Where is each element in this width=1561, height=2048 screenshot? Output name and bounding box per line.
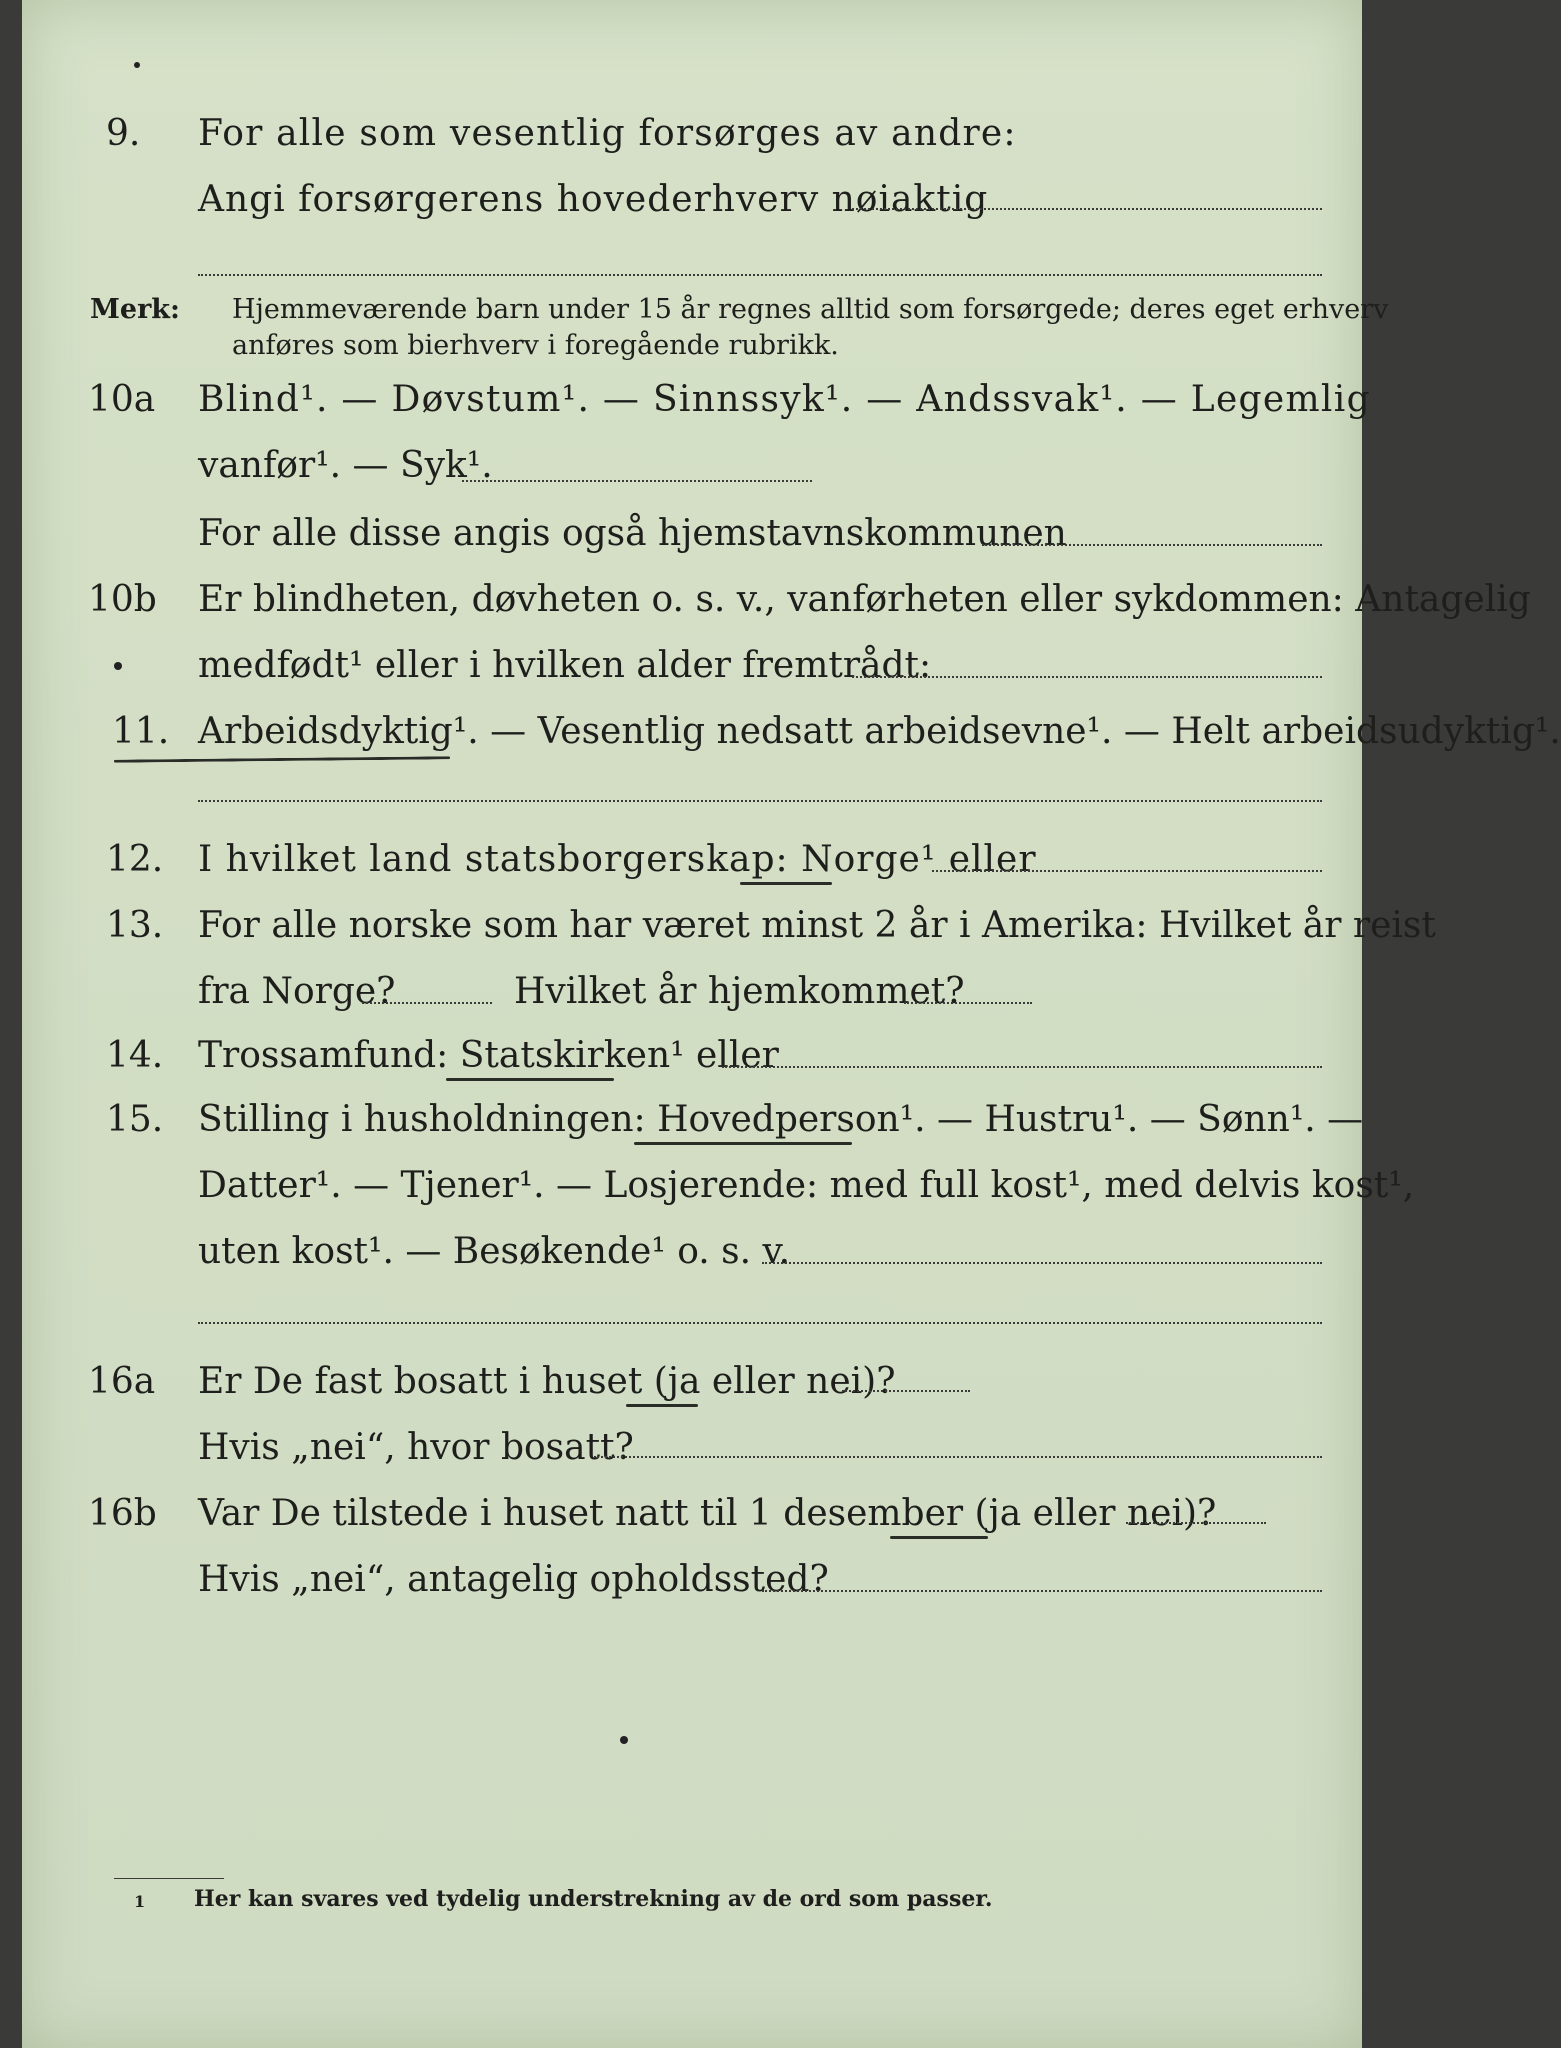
q16b-answer-underline — [890, 1536, 988, 1539]
q14-number: 14. — [106, 1035, 164, 1076]
q9-line2: Angi forsørgerens hovederhverv nøiaktig — [198, 179, 989, 220]
q16b-number: 16b — [88, 1493, 157, 1534]
q10a-line1: Blind¹. — Døvstum¹. — Sinnssyk¹. — Andssvak¹. — Legemlig — [198, 379, 1371, 420]
q10a-line2: vanfør¹. — Syk¹. — [198, 445, 493, 486]
q13-number: 13. — [106, 905, 164, 946]
q9-blank-line[interactable] — [198, 274, 1322, 276]
q16b-answer-line[interactable] — [1126, 1522, 1266, 1524]
q15-line3: uten kost¹. — Besøkende¹ o. s. v. — [198, 1231, 791, 1272]
q11-blank-line[interactable] — [198, 800, 1322, 802]
q16a-answer-line[interactable] — [842, 1390, 970, 1392]
q9-line1: For alle som vesentlig forsørges av andre: — [198, 113, 1017, 154]
q13-line2a: fra Norge? — [198, 971, 396, 1012]
q9-number: 9. — [106, 113, 141, 154]
q9-answer-line[interactable] — [852, 208, 1322, 210]
q10a-line3: For alle disse angis også hjemstavnskommunen — [198, 513, 1067, 554]
ink-speck — [114, 662, 122, 670]
q16a-line1: Er De fast bosatt i huset (ja eller nei)? — [198, 1361, 896, 1402]
census-form-page — [22, 0, 1561, 2048]
q10b-number: 10b — [88, 579, 157, 620]
q14-answer-underline — [446, 1078, 614, 1081]
q11-line1: Arbeidsdyktig¹. — Vesentlig nedsatt arbeidsevne¹. — Helt arbeidsudyktig¹. — [198, 711, 1561, 752]
q12-answer-underline — [740, 882, 832, 885]
footnote-separator — [114, 1878, 224, 1879]
q10b-line2: medfødt¹ eller i hvilken alder fremtrådt: — [198, 645, 932, 686]
q13-return-line[interactable] — [904, 1002, 1032, 1004]
q16b-line2: Hvis „nei“, antagelig opholdssted? — [198, 1559, 829, 1600]
q15-answer-underline — [634, 1142, 852, 1145]
ink-speck — [134, 62, 140, 68]
q15-answer-line[interactable] — [762, 1262, 1322, 1264]
q10a-number: 10a — [88, 379, 156, 420]
q16b-stay-line[interactable] — [762, 1590, 1322, 1592]
q13-line1: For alle norske som har været minst 2 år i Amerika: Hvilket år reist — [198, 905, 1436, 946]
q12-answer-line[interactable] — [932, 870, 1322, 872]
q10a-hometown-line[interactable] — [982, 544, 1322, 546]
q16a-line2: Hvis „nei“, hvor bosatt? — [198, 1427, 634, 1468]
merk-line1: Hjemmeværende barn under 15 år regnes alltid som forsørgede; deres eget erhverv — [232, 294, 1389, 325]
q12-number: 12. — [106, 839, 164, 880]
q12-line1: I hvilket land statsborgerskap: Norge¹ eller — [198, 839, 1037, 880]
q16a-answer-underline — [626, 1404, 698, 1407]
q15-blank-line[interactable] — [198, 1322, 1322, 1324]
footnote-mark: 1 — [134, 1892, 146, 1911]
merk-label: Merk: — [90, 294, 180, 325]
ink-speck — [620, 1736, 628, 1744]
merk-line2: anføres som bierhverv i foregående rubrikk. — [232, 330, 839, 361]
q14-answer-line[interactable] — [722, 1066, 1322, 1068]
q15-line2: Datter¹. — Tjener¹. — Losjerende: med full kost¹, med delvis kost¹, — [198, 1165, 1415, 1206]
q16a-residence-line[interactable] — [594, 1456, 1322, 1458]
q16b-line1: Var De tilstede i huset natt til 1 desember (ja eller nei)? — [198, 1493, 1217, 1534]
q13-line2b: Hvilket år hjemkommet? — [514, 971, 965, 1012]
q15-number: 15. — [106, 1099, 164, 1140]
q16a-number: 16a — [88, 1361, 156, 1402]
q10b-line1: Er blindheten, døvheten o. s. v., vanførheten eller sykdommen: Antagelig — [198, 579, 1531, 620]
q15-line1: Stilling i husholdningen: Hovedperson¹. — Hustru¹. — Sønn¹. — — [198, 1099, 1364, 1140]
q10a-answer-line[interactable] — [462, 480, 812, 482]
q11-answer-underline — [114, 756, 450, 763]
footnote-text: Her kan svares ved tydelig understrekning av de ord som passer. — [194, 1886, 993, 1912]
q10b-answer-line[interactable] — [852, 676, 1322, 678]
q13-departure-line[interactable] — [362, 1002, 492, 1004]
q14-line1: Trossamfund: Statskirken¹ eller — [198, 1035, 779, 1076]
q11-number: 11. — [112, 711, 170, 752]
